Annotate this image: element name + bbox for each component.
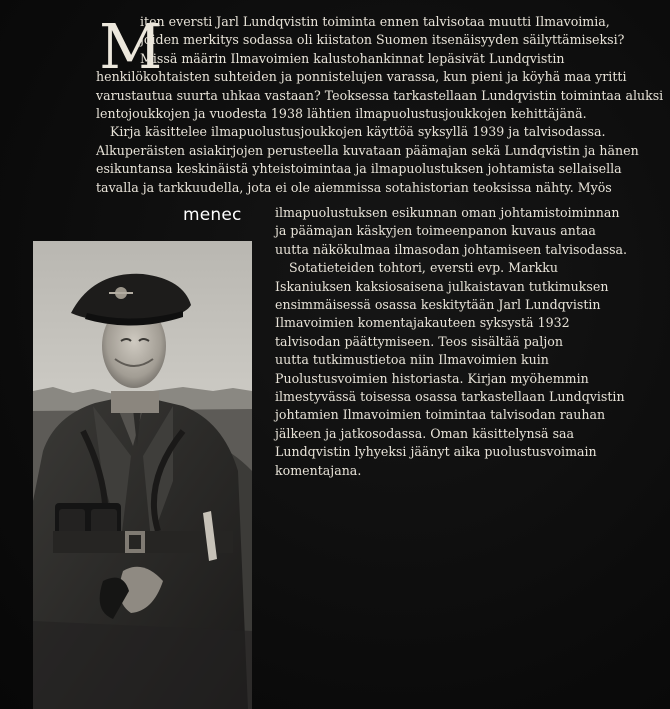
text-line: ja päämajan käskyjen toimeenpanon kuvaus antaa <box>275 223 596 239</box>
text-line: jälkeen ja jatkosodassa. Oman käsittelynsä saa <box>275 425 575 441</box>
paragraph-2 <box>96 123 656 197</box>
paragraph-2-continued <box>275 204 655 259</box>
text-line: johtamien Ilmavoimien toimintaa talvisodan rauhan <box>275 407 606 423</box>
text-line: Kirja käsittelee ilmapuolustusjoukkojen käyttöä syksyllä 1939 ja talvisodassa. <box>110 124 606 140</box>
paragraph-3 <box>275 259 655 480</box>
text-line: uutta näkökulmaa ilmasodan johtamiseen talvisodassa. <box>275 241 628 257</box>
text-line: iten eversti Jarl Lundqvistin toiminta ennen talvisotaa muutti Ilmavoimia, <box>140 14 610 29</box>
text-line: lentojoukkojen ja vuodesta 1938 lähtien ilmapuolustusjoukkojen kehittäjänä. <box>96 106 587 122</box>
officer-photo-illustration <box>33 241 252 709</box>
text-line: varustautua suurta uhkaa vastaan? Teoksessa tarkastellaan Lundqvistin toimintaa aluksi <box>96 87 664 103</box>
text-line: ilmapuolustuksen esikunnan oman johtamistoiminnan <box>275 205 620 220</box>
text-line: talvisodan päättymiseen. Teos sisältää paljon <box>275 333 563 349</box>
text-line: komentajana. <box>275 462 362 478</box>
publisher-logo: menec <box>183 205 242 225</box>
text-line: esikuntansa keskinäistä yhteistoimintaa ja ilmapuolustuksen johtamista sellaisella <box>96 161 622 177</box>
paragraph-1 <box>96 10 664 123</box>
text-line: ensimmäisessä osassa keskitytään Jarl Lundqvistin <box>275 297 601 313</box>
blurb-right-column <box>275 204 655 480</box>
officer-portrait-photo <box>33 241 252 709</box>
text-line: Iskaniuksen kaksiosaisena julkaistavan tutkimuksen <box>275 278 609 294</box>
text-line: tavalla ja tarkkuudella, jota ei ole aiemmissa sotahistorian teoksissa nähty. Myös <box>96 179 612 195</box>
text-line: joiden merkitys sodassa oli kiistaton Suomen itsenäisyyden säilyttämiseksi? <box>140 32 625 48</box>
text-line: ilmestyvässä toisessa osassa tarkastellaan Lundqvistin <box>275 389 625 405</box>
blurb-top-block <box>96 10 664 197</box>
text-line: Lundqvistin lyhyeksi jäänyt aika puolustusvoimain <box>275 444 597 460</box>
text-line: Missä määrin Ilmavoimien kalustohankinnat lepäsivät Lundqvistin <box>140 50 565 66</box>
text-line: uutta tutkimustietoa niin Ilmavoimien kuin <box>275 352 549 368</box>
text-line: Sotatieteiden tohtori, eversti evp. Markku <box>289 260 558 276</box>
text-line: Puolustusvoimien historiasta. Kirjan myöhemmin <box>275 370 589 386</box>
text-line: Ilmavoimien komentajakauteen syksystä 1932 <box>275 315 570 331</box>
text-line: henkilökohtaisten suhteiden ja ponnistelujen varassa, kun pieni ja köyhä maa yritti <box>96 69 627 85</box>
text-line: Alkuperäisten asiakirjojen perusteella kuvataan päämajan sekä Lundqvistin ja hänen <box>96 142 639 158</box>
drop-cap-letter: M <box>99 10 163 83</box>
